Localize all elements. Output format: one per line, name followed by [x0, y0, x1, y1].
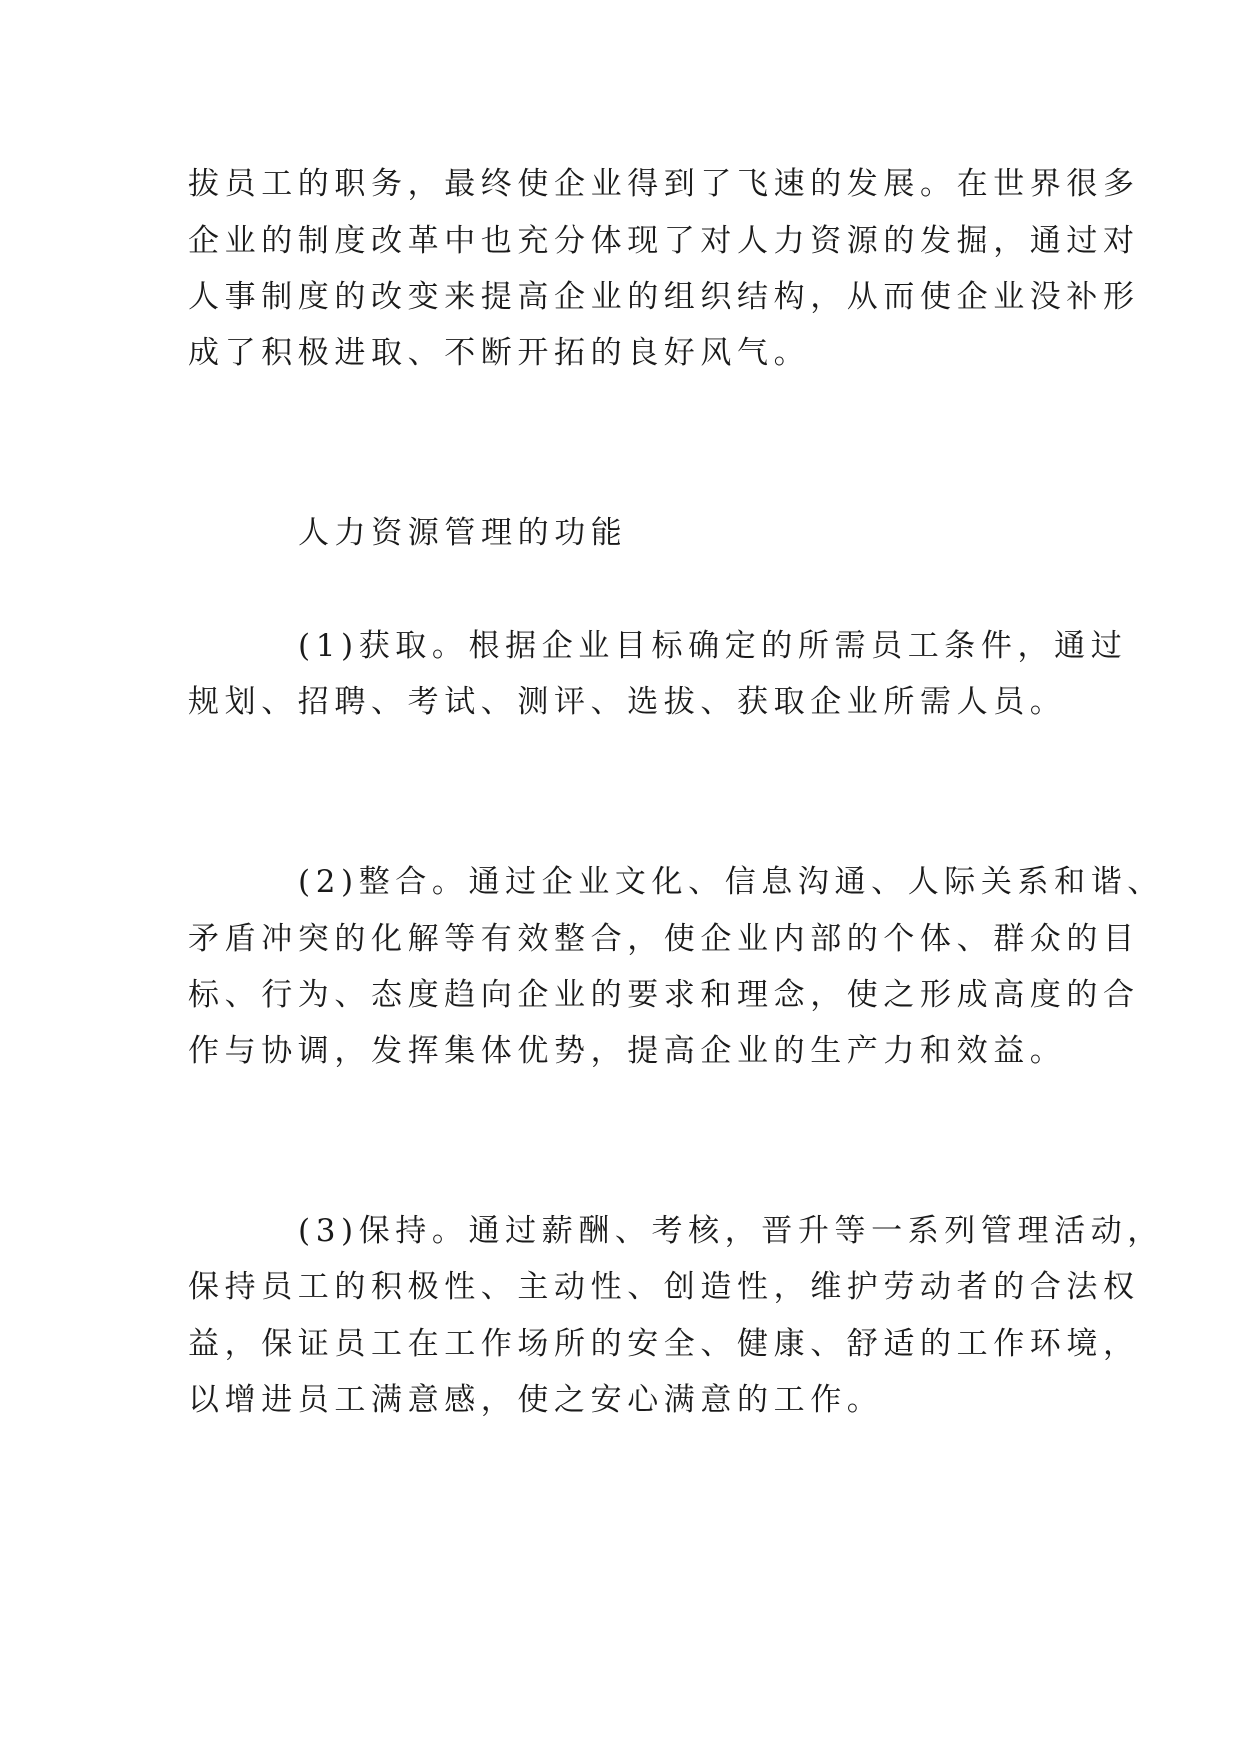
paragraph-line: (3)保持。通过薪酬、考核，晋升等一系列管理活动，	[298, 1213, 1164, 1249]
section-heading: 人力资源管理的功能	[298, 515, 628, 551]
paragraph-line: 保持员工的积极性、主动性、创造性，维护劳动者的合法权	[188, 1269, 1140, 1305]
paragraph-line: 人事制度的改变来提高企业的组织结构，从而使企业没补形	[188, 279, 1140, 315]
paragraph-line: 拔员工的职务，最终使企业得到了飞速的发展。在世界很多	[188, 166, 1140, 202]
paragraph-line: 规划、招聘、考试、测评、选拔、获取企业所需人员。	[188, 684, 1067, 720]
paragraph-line: (1)获取。根据企业目标确定的所需员工条件，通过	[298, 628, 1128, 664]
paragraph-line: 作与协调，发挥集体优势，提高企业的生产力和效益。	[188, 1033, 1067, 1069]
paragraph-line: 标、行为、态度趋向企业的要求和理念，使之形成高度的合	[188, 977, 1140, 1013]
paragraph-line: 矛盾冲突的化解等有效整合，使企业内部的个体、群众的目	[188, 921, 1140, 957]
paragraph-line: 企业的制度改革中也充分体现了对人力资源的发掘，通过对	[188, 223, 1140, 259]
paragraph-line: (2)整合。通过企业文化、信息沟通、人际关系和谐、	[298, 864, 1164, 900]
paragraph-line: 以增进员工满意感，使之安心满意的工作。	[188, 1382, 884, 1418]
paragraph-line: 成了积极进取、不断开拓的良好风气。	[188, 335, 811, 371]
paragraph-line: 益，保证员工在工作场所的安全、健康、舒适的工作环境，	[188, 1326, 1140, 1362]
